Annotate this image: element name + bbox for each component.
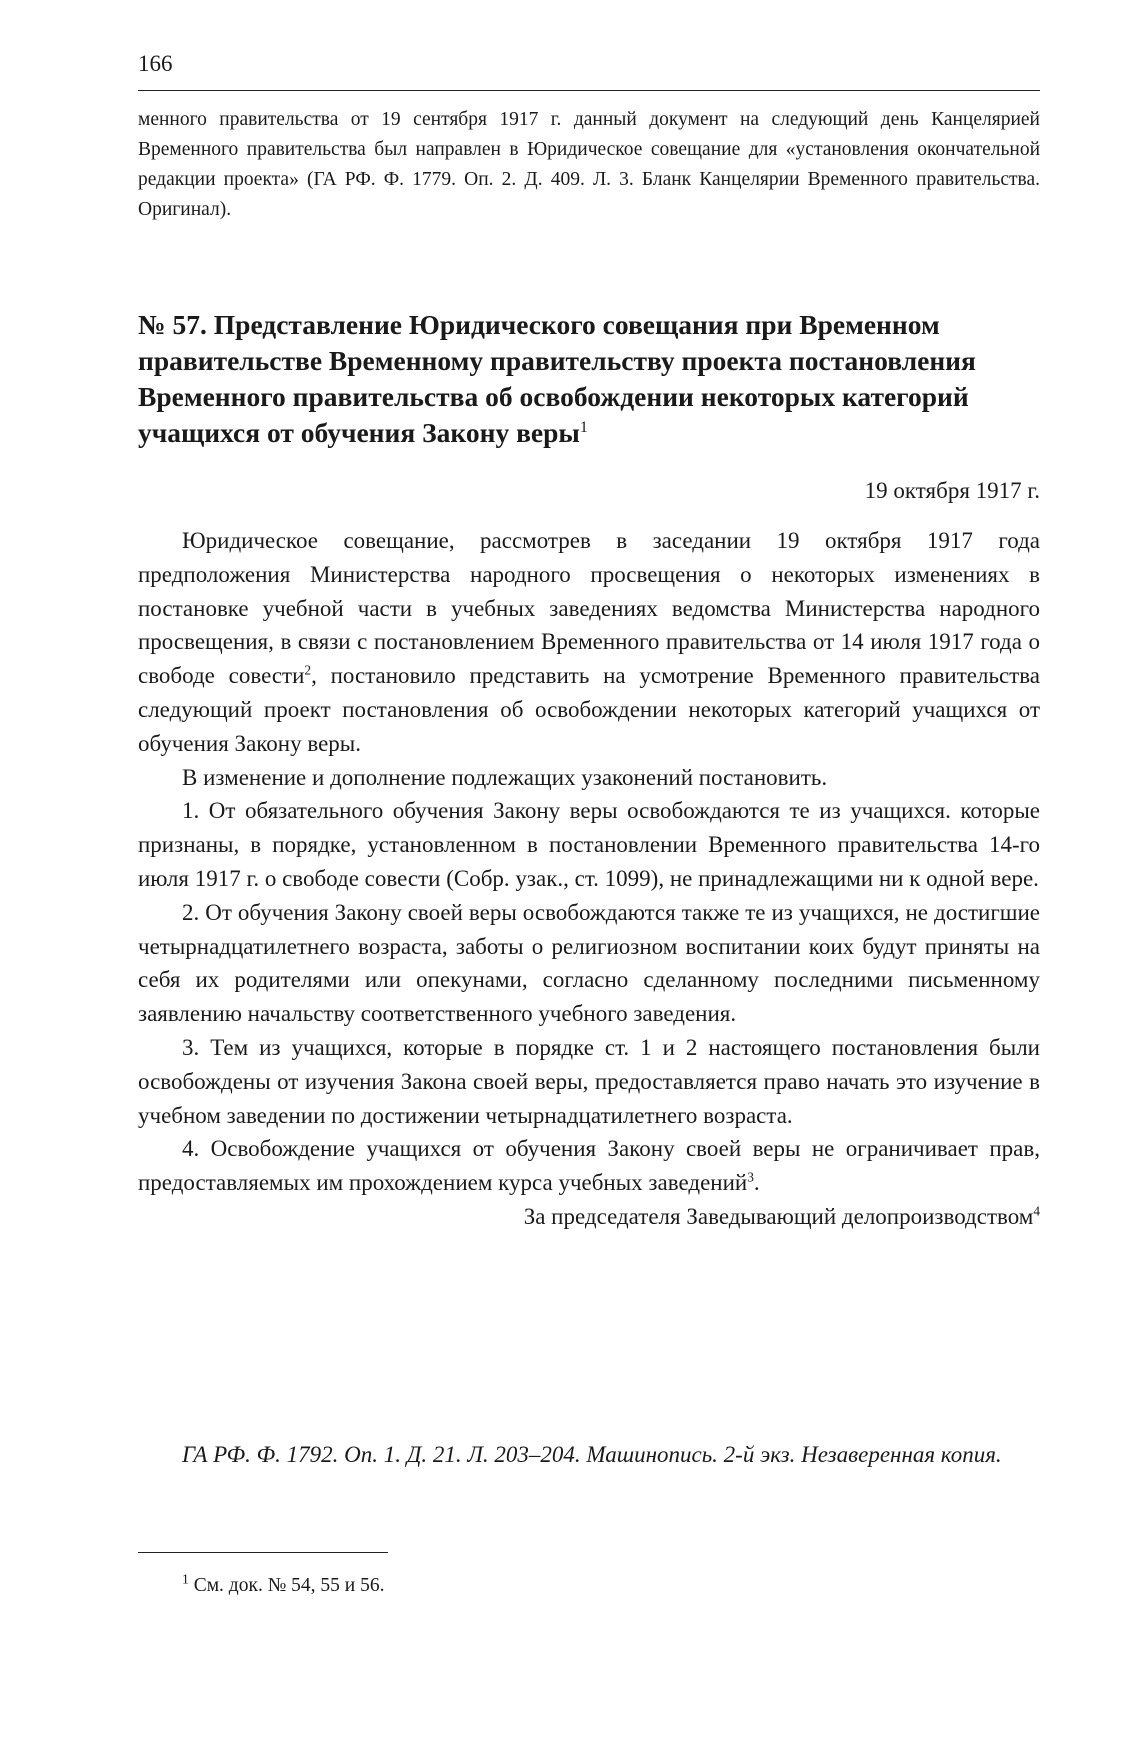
footnote-1-mark: 1	[182, 1571, 189, 1587]
footnote-rule	[138, 1552, 388, 1553]
document-body	[138, 524, 1040, 1234]
signature-text: За председателя Заведывающий делопроизводством	[523, 1203, 1034, 1229]
document-title	[138, 307, 1040, 451]
signature-line	[138, 1200, 1040, 1234]
item-4-paragraph	[138, 1132, 1040, 1200]
item-4-text: 4. Освобождение учащихся от обучения Закону своей веры не ограничивает прав, предоставляемых им прохождением курса учебных заведений	[138, 1136, 1040, 1196]
document-title-text: № 57. Представление Юридического совещания при Временном правительстве Временному правительству проекта постановления Временного правительства об освобождении некоторых категорий учащихся от обучения Закону веры	[138, 309, 976, 448]
intro-text: Юридическое совещание, рассмотрев в заседании 19 октября 1917 года предположения Министерства народного просвещения о некоторых изменениях в постановке учебной части в учебных заведениях ведомства Министерства народного просвещения, в связи с постановлением Временного правительства от 14 июля 1917 года о свободе совести	[138, 528, 1040, 689]
preamble-paragraph: В изменение и дополнение подлежащих узаконений постановить.	[182, 764, 828, 790]
document-date: 19 октября 1917 г.	[864, 478, 1040, 503]
footnote-1	[182, 1572, 385, 1600]
item-2-paragraph: 2. От обучения Закону своей веры освобождаются также те из учащихся, не достигшие четырнадцатилетнего возраста, заботы о религиозном воспитании коих будут приняты на себя их родителями или опекунами, согласно сделанному последними письменному заявлению начальству соответственного учебного заведения.	[138, 899, 1040, 1027]
carryover-paragraph: менного правительства от 19 сентября 1917 г. данный документ на следующий день Канцелярией Временного правительства был направлен в Юридическое совещание для «установления окончательной редакции проекта» (ГА РФ. Ф. 1779. Оп. 2. Д. 409. Л. 3. Бланк Канцелярии Временного правительства. Оригинал).	[138, 109, 1040, 220]
intro-paragraph	[138, 524, 1040, 761]
footnote-1-text: См. док. № 54, 55 и 56.	[193, 1575, 385, 1596]
intro-tail: , постановило представить на усмотрение Временного правительства следующий проект постановления об освобождении некоторых категорий учащихся от обучения Закону веры.	[138, 663, 1040, 756]
title-footnote-ref[interactable]: 1	[579, 418, 588, 436]
header-rule	[138, 90, 1040, 91]
signature-footnote-ref[interactable]: 4	[1033, 1203, 1040, 1219]
item-4-tail: .	[753, 1170, 760, 1196]
archival-source: ГА РФ. Ф. 1792. Оп. 1. Д. 21. Л. 203–204. Машинопись. 2-й экз. Незаверенная копия.	[182, 1442, 1002, 1467]
item-3-paragraph: 3. Тем из учащихся, которые в порядке ст. 1 и 2 настоящего постановления были освобождены от изучения Закона своей веры, предоставляется право начать это изучение в учебном заведении по достижении четырнадцатилетнего возраста.	[138, 1034, 1040, 1128]
intro-footnote-ref[interactable]: 2	[304, 662, 312, 678]
item-1-paragraph: 1. От обязательного обучения Закону веры освобождаются те из учащихся. которые признаны, в порядке, установленном в постановлении Временного правительства 14-го июля 1917 г. о свободе совести (Собр. узак., ст. 1099), не принадлежащими ни к одной вере.	[138, 798, 1040, 891]
page-number: 166	[138, 51, 173, 76]
carryover-text-block	[138, 105, 1040, 225]
item-4-footnote-ref[interactable]: 3	[747, 1169, 754, 1185]
